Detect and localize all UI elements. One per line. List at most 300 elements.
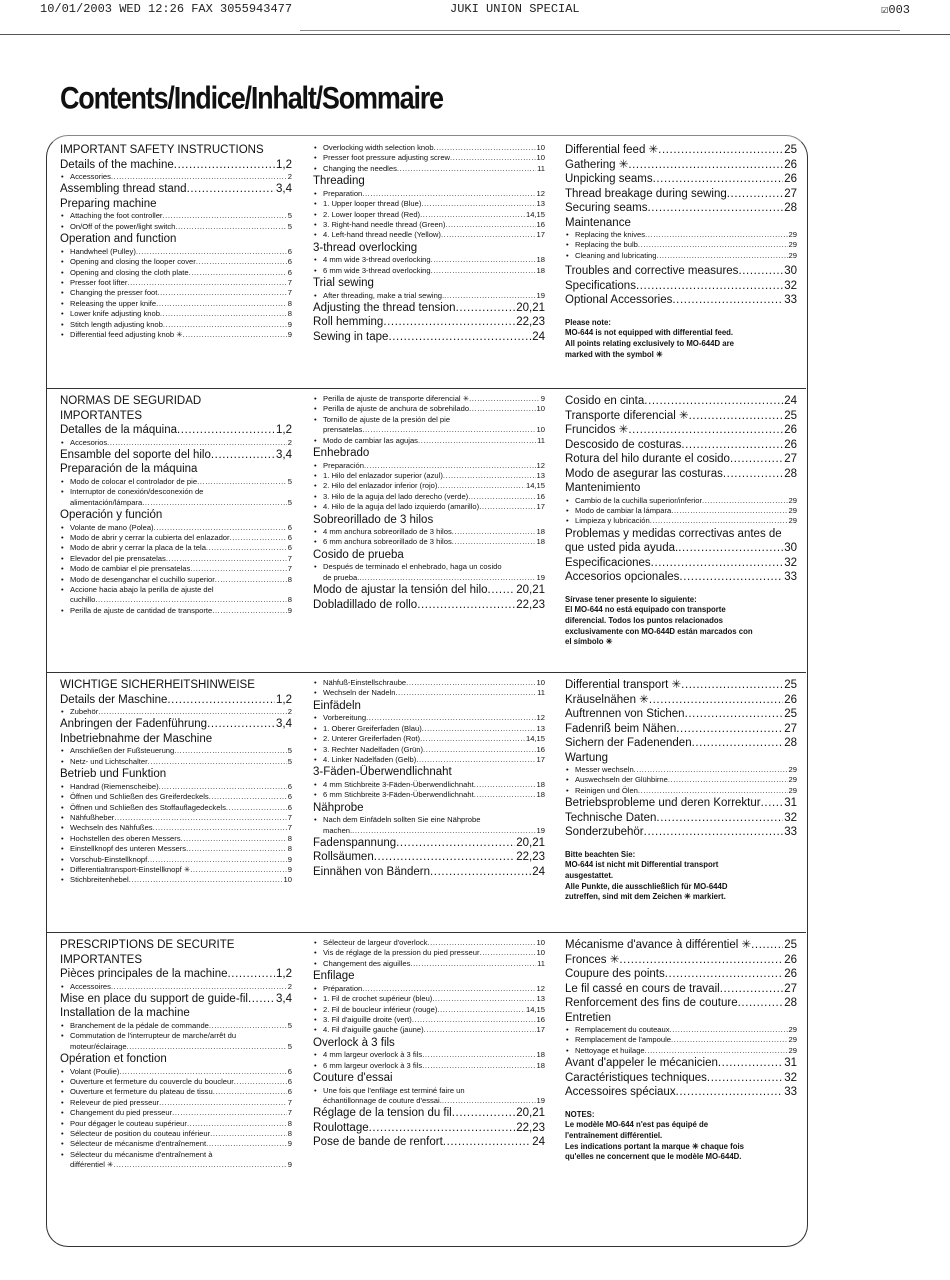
toc-entry-page: 6 (287, 1087, 292, 1097)
toc-entry (60, 757, 292, 767)
toc-entry-title: • Changement des aiguilles (323, 958, 411, 968)
toc-entry-title: • 1. Fil de crochet supérieur (bleu) (323, 994, 433, 1004)
toc-entry-page: 7 (287, 812, 292, 822)
toc-entry-title: • 3. Right-hand needle thread (Green) (323, 219, 446, 229)
toc-entry (565, 825, 797, 840)
toc-entry (565, 541, 797, 556)
toc-entry-title: Optional Accessories (565, 294, 673, 307)
toc-entry-page: 3,4 (276, 448, 292, 461)
toc-entry (565, 678, 797, 693)
dot-leader (452, 527, 536, 537)
toc-entry (60, 1006, 292, 1021)
toc-entry-title: • 6 mm Stichbreite 3-Fäden-Überwendlichnaht (323, 790, 474, 800)
dot-leader (227, 967, 275, 982)
toc-entry (565, 172, 797, 187)
toc-entry-title: • On/Off of the power/light switch (70, 221, 176, 231)
toc-entry (313, 815, 545, 825)
page-title: Contents/Indice/Inhalt/Sommaire (60, 80, 443, 116)
toc-entry (565, 452, 797, 467)
dot-leader (676, 1085, 784, 1100)
toc-entry (313, 210, 545, 220)
toc-entry-title: Commutation de l'interrupteur de marche/arrêt du (70, 1031, 237, 1041)
toc-entry (313, 471, 545, 481)
toc-entry-page: 6 (287, 543, 292, 553)
toc-entry (60, 717, 292, 732)
toc-entry-title: • Modo de cambiar las agujas (323, 435, 418, 445)
toc-entry-page: 12 (536, 983, 545, 993)
dot-leader (678, 541, 783, 556)
toc-entry-title: • Perilla de ajuste de cantidad de transporte (70, 605, 213, 615)
toc-entry (313, 174, 545, 189)
dot-leader (206, 543, 287, 553)
toc-entry-title: Entretien (565, 1011, 612, 1024)
dot-leader (181, 834, 287, 844)
toc-entry (60, 423, 292, 438)
dot-leader (645, 230, 787, 240)
toc-entry (313, 969, 545, 984)
dot-leader (213, 1087, 287, 1097)
dot-leader (432, 994, 535, 1004)
toc-entry-page: 10 (536, 404, 545, 414)
toc-column (565, 394, 797, 648)
section-divider (46, 388, 806, 389)
toc-entry-page: 14,15 (525, 209, 545, 219)
toc-entry (313, 938, 545, 948)
toc-entry (313, 959, 545, 969)
toc-entry (565, 556, 797, 571)
toc-entry (565, 423, 797, 438)
toc-entry-page: 29 (788, 775, 797, 785)
dot-leader (727, 187, 783, 202)
toc-entry (313, 164, 545, 174)
toc-entry-page: 33 (784, 1086, 797, 1099)
toc-entry (60, 409, 292, 424)
toc-entry (313, 492, 545, 502)
toc-entry-page: 27 (784, 453, 797, 465)
toc-entry (313, 394, 545, 404)
fax-sender: JUKI UNION SPECIAL (450, 2, 580, 16)
toc-entry (60, 767, 292, 782)
fax-rule (0, 34, 950, 35)
toc-entry-title: • Nähfußheber (70, 812, 115, 822)
dot-leader (692, 736, 784, 751)
toc-entry-title: • 6 mm wide 3-thread overlocking (323, 265, 431, 275)
toc-entry (565, 938, 797, 953)
toc-entry (565, 496, 797, 506)
toc-entry-title: Unpicking seams (565, 173, 653, 185)
toc-entry-title: • Ouverture et fermeture du plateau de tissu (70, 1087, 213, 1097)
toc-entry-title: • Cleaning and lubricating (575, 250, 657, 260)
toc-entry (313, 1025, 545, 1035)
toc-entry-page: 22,23 (516, 598, 545, 611)
toc-entry-page: 32 (784, 811, 797, 824)
dot-leader (352, 826, 535, 836)
toc-entry-page: 29 (788, 785, 797, 795)
toc-entry (60, 693, 292, 708)
toc-entry-title: Assembling thread stand (60, 183, 187, 196)
toc-entry-page: 24 (532, 1136, 545, 1149)
toc-entry (313, 865, 545, 880)
toc-entry-page: 28 (784, 467, 797, 480)
toc-entry-title: Accione hacia abajo la perilla de ajuste del (70, 585, 214, 595)
toc-entry-title: • Modo de abrir y cerrar la cubierta del enlazador (70, 533, 230, 543)
toc-entry (565, 736, 797, 751)
toc-entry-page: 25 (784, 144, 797, 156)
dot-leader (653, 172, 784, 187)
toc-entry-title: Sichern der Fadenenden (565, 737, 692, 749)
toc-entry-title: • Accesorios (70, 437, 108, 447)
toc-entry-title: • Releveur de pied presseur (70, 1097, 160, 1107)
toc-entry-title: que usted pida ayuda. (565, 542, 679, 555)
toc-entry-page: 17 (536, 230, 545, 240)
toc-entry-page: 10 (536, 143, 545, 152)
dot-leader (479, 502, 535, 512)
toc-entry-title: • Lower knife adjusting knob (70, 309, 160, 319)
toc-entry (313, 790, 545, 800)
toc-entry-title: • Perilla de ajuste de anchura de sobrehilado (323, 404, 470, 414)
dot-leader (366, 713, 535, 723)
dot-leader (362, 984, 535, 994)
dot-leader (142, 498, 287, 508)
toc-entry-title: • Öffnen und Schließen des Greiferdeckels (70, 792, 209, 802)
toc-entry-title: IMPORTANTES (60, 409, 142, 422)
toc-entry (565, 506, 797, 516)
toc-entry-title: Details der Maschine (60, 693, 168, 706)
dot-leader (679, 570, 783, 585)
toc-entry (60, 585, 292, 595)
toc-entry (313, 1106, 545, 1121)
toc-entry (565, 786, 797, 796)
toc-entry-title: Cosido de prueba (313, 548, 404, 561)
toc-entry (565, 953, 797, 968)
toc-entry-page: 29 (788, 1035, 797, 1045)
toc-entry-page: 28 (784, 202, 797, 214)
toc-entry (313, 1096, 545, 1106)
toc-entry (60, 211, 292, 221)
dot-leader (418, 436, 536, 446)
toc-entry-title: Fruncidos ✳ (565, 424, 629, 436)
dot-leader (656, 811, 783, 826)
toc-entry (313, 446, 545, 461)
toc-entry-title: • Modo de cambiar la lámpara (575, 505, 672, 515)
toc-column (565, 143, 797, 360)
toc-entry-title: • Vorschub-Einstellknopf (70, 854, 148, 864)
dot-leader (421, 199, 535, 209)
toc-entry-title: Troubles and corrective measures (565, 265, 739, 278)
toc-entry (313, 502, 545, 512)
toc-entry (60, 707, 292, 717)
dot-leader (396, 836, 515, 851)
dot-leader (154, 523, 287, 533)
toc-entry-title: • 2. Fil de boucleur inférieur (rouge) (323, 1004, 438, 1014)
dot-leader (430, 865, 531, 880)
toc-entry-page: 18 (536, 790, 545, 800)
toc-entry-title: • 6 mm largeur overlock à 3 fils (323, 1060, 423, 1070)
model-note-line: diferencial. Todos los puntos relacionados (565, 615, 723, 625)
toc-entry-page: 26 (784, 968, 797, 980)
toc-entry (313, 220, 545, 230)
toc-entry-page: 20,21 (516, 836, 545, 849)
toc-entry (60, 1108, 292, 1118)
toc-entry-page: 27 (784, 722, 797, 735)
toc-entry-page: 7 (287, 1108, 292, 1118)
toc-entry (565, 158, 797, 173)
toc-entry (60, 1160, 292, 1170)
toc-entry-page: 29 (788, 230, 797, 239)
toc-entry (565, 693, 797, 708)
toc-entry-page: 9 (287, 864, 292, 874)
toc-entry (313, 230, 545, 240)
toc-entry-title: • Modo de colocar el controlador de pie (70, 476, 198, 486)
toc-entry-page: 13 (536, 994, 545, 1004)
toc-entry-title: Fadenspannung (313, 836, 397, 849)
toc-entry-page: 18 (536, 527, 545, 537)
dot-leader (456, 301, 516, 316)
toc-column (565, 678, 797, 903)
dot-leader (437, 481, 525, 491)
toc-entry-page: 3,4 (276, 992, 292, 1005)
dot-leader (159, 1098, 287, 1108)
toc-entry-page: 7 (287, 564, 292, 574)
toc-column (60, 678, 292, 886)
toc-entry-page: 32 (784, 556, 797, 569)
dot-leader (129, 875, 283, 885)
toc-entry-title: • Handrad (Riemenscheibe) (70, 781, 159, 791)
model-note-line: l'entraînement différentiel. (565, 1130, 663, 1140)
toc-entry-page: 18 (536, 1050, 545, 1060)
toc-entry (565, 279, 797, 294)
dot-leader (723, 467, 783, 482)
dot-leader (359, 573, 535, 583)
toc-entry (60, 158, 292, 173)
toc-entry (313, 755, 545, 765)
dot-leader (383, 315, 515, 330)
dot-leader (656, 251, 787, 261)
toc-entry-page: 13 (536, 470, 545, 480)
toc-entry-page: 33 (784, 571, 797, 584)
toc-entry (60, 330, 292, 340)
toc-entry-title: Installation de la machine (60, 1007, 190, 1020)
toc-entry-title: IMPORTANTES (60, 953, 142, 966)
toc-entry (60, 448, 292, 463)
toc-entry (565, 409, 797, 424)
toc-entry (60, 232, 292, 247)
toc-entry-page: 18 (536, 1060, 545, 1070)
toc-entry (60, 967, 292, 982)
toc-entry (60, 1119, 292, 1129)
toc-entry (313, 1121, 545, 1136)
fax-rule-upper (300, 30, 900, 31)
toc-entry (565, 751, 797, 766)
toc-entry (313, 765, 545, 780)
dot-leader (162, 211, 286, 221)
toc-entry (60, 268, 292, 278)
dot-leader (230, 533, 287, 543)
toc-entry-title: Differential feed ✳ (565, 144, 659, 156)
dot-leader (469, 404, 535, 414)
toc-entry-page: 20,21 (516, 1107, 545, 1120)
toc-entry-title: • Presser foot lifter (70, 277, 128, 287)
dot-leader (190, 564, 286, 574)
toc-entry (565, 570, 797, 585)
dot-leader (638, 786, 788, 796)
fax-datetime: 10/01/2003 WED 12:26 FAX 3055943477 (40, 2, 293, 16)
toc-entry-title: Thread breakage during sewing (565, 187, 727, 200)
dot-leader (167, 693, 275, 708)
toc-column (313, 678, 545, 879)
toc-entry (60, 875, 292, 885)
toc-entry-page: 32 (784, 279, 797, 292)
model-note-line: NOTES: (565, 1109, 595, 1119)
dot-leader (417, 598, 515, 613)
dot-leader (186, 844, 287, 854)
toc-entry (60, 606, 292, 616)
model-note-line: MO-644 is not equipped with differential feed. (565, 328, 734, 338)
toc-entry (565, 796, 797, 811)
dot-leader (681, 678, 783, 693)
toc-entry-page: 1,2 (276, 424, 292, 436)
dot-leader (647, 201, 783, 216)
model-note-line: ausgestattet. (565, 870, 614, 880)
toc-entry-title: Especificaciones (565, 556, 651, 569)
toc-entry-page: 8 (287, 844, 292, 854)
toc-entry-title: Fadenriß beim Nähen (565, 722, 677, 735)
toc-entry-page: 17 (536, 754, 545, 764)
toc-entry (565, 251, 797, 261)
toc-entry (60, 320, 292, 330)
toc-entry-title: • Auswechseln der Glühbirne (575, 775, 668, 785)
toc-entry (60, 197, 292, 212)
toc-entry (565, 216, 797, 231)
toc-entry-page: 12 (536, 188, 545, 198)
toc-entry-title: Gathering ✳ (565, 158, 629, 171)
dot-leader (422, 1050, 535, 1060)
toc-entry-title: Accessoires spéciaux (565, 1086, 676, 1099)
toc-entry-page: 9 (287, 605, 292, 615)
toc-entry-title: Trial sewing (313, 277, 374, 290)
dot-leader (434, 143, 536, 153)
toc-entry-page: 11 (537, 435, 545, 445)
model-note-line: Les indications portant la marque ✳ chaque fois (565, 1141, 744, 1151)
toc-entry-page: 10 (536, 153, 545, 163)
toc-entry-page: 29 (788, 516, 797, 526)
dot-leader (98, 707, 286, 717)
toc-entry (60, 813, 292, 823)
toc-entry-page: 8 (287, 1118, 292, 1128)
toc-entry (313, 836, 545, 851)
toc-entry-page: 18 (536, 265, 545, 275)
toc-entry (565, 707, 797, 722)
toc-entry (565, 264, 797, 279)
toc-entry-title: • 3. Rechter Nadelfaden (Grün) (323, 744, 424, 754)
toc-entry-title: • Attaching the foot controller (70, 211, 163, 221)
dot-leader (644, 825, 784, 840)
toc-entry (60, 477, 292, 487)
dot-leader (107, 438, 287, 448)
toc-entry-title: • Stitch length adjusting knob (70, 319, 163, 329)
dot-leader (479, 948, 535, 958)
toc-entry (565, 240, 797, 250)
dot-leader (397, 164, 536, 174)
toc-entry (60, 595, 292, 605)
dot-leader (427, 938, 535, 948)
toc-entry-title: Sélecteur du mécanisme d'entraînement à (70, 1149, 213, 1159)
toc-entry-title: Pose de bande de renfort (313, 1136, 443, 1149)
toc-entry (60, 1150, 292, 1160)
toc-entry (313, 425, 545, 435)
toc-entry (313, 801, 545, 816)
toc-entry-page: 25 (784, 679, 797, 691)
toc-entry (60, 953, 292, 968)
toc-entry (60, 1129, 292, 1139)
dot-leader (111, 172, 287, 182)
dot-leader (416, 755, 535, 765)
dot-leader (437, 1005, 525, 1015)
toc-entry (60, 938, 292, 953)
toc-entry-title: Nähprobe (313, 801, 364, 814)
dot-leader (761, 796, 784, 811)
toc-entry-title: Couture d'essai (313, 1072, 393, 1085)
model-note-line: MO-644 ist nicht mit Differential transport (565, 860, 719, 870)
toc-entry-title: • Presser foot pressure adjusting screw (323, 153, 451, 163)
model-note-line: All points relating exclusively to MO-644D are (565, 338, 734, 348)
toc-entry (60, 508, 292, 523)
model-note-line: marked with the symbol ✳ (565, 349, 663, 359)
dot-leader (166, 554, 287, 564)
toc-entry-title: • Ouverture et fermeture du couvercle du boucleur (70, 1077, 234, 1087)
dot-leader (443, 1135, 531, 1150)
toc-entry-title: Accesorios opcionales (565, 571, 680, 584)
toc-entry-title: • 6 mm anchura sobreorillado de 3 hilos (323, 537, 452, 547)
toc-entry-page: 9 (540, 394, 545, 403)
dot-leader (187, 182, 275, 197)
toc-column (565, 938, 797, 1163)
toc-entry-title: Modo de ajustar la tensión del hilo (313, 584, 488, 597)
toc-entry (565, 143, 797, 158)
toc-entry-title: • Opening and closing the cloth plate (70, 267, 189, 277)
dot-leader (374, 850, 515, 865)
dot-leader (474, 780, 536, 790)
dot-leader (628, 423, 783, 438)
toc-entry-title: • Zubehör (70, 707, 99, 716)
toc-entry (313, 415, 545, 425)
dot-leader (474, 790, 536, 800)
dot-leader (636, 279, 783, 294)
toc-entry-title: Dobladillado de rollo (313, 598, 418, 611)
toc-entry (60, 1031, 292, 1041)
toc-entry-page: 28 (784, 997, 797, 1009)
toc-entry-page: 33 (784, 826, 797, 839)
toc-entry-title: Avant d'appeler le mécanicien (565, 1057, 718, 1070)
toc-entry-title: Securing seams (565, 202, 648, 214)
toc-entry (60, 823, 292, 833)
toc-column (313, 394, 545, 612)
toc-entry (60, 143, 292, 158)
toc-entry-title: Mantenimiento (565, 482, 641, 494)
toc-entry-title: Anbringen der Fadenführung (60, 718, 208, 731)
toc-entry (313, 143, 545, 153)
toc-entry-page: 12 (536, 460, 545, 470)
toc-entry-title: • Handwheel (Pulley) (70, 246, 136, 256)
toc-entry-title: • 4 mm largeur overlock à 3 fils (323, 1050, 423, 1060)
toc-entry (60, 834, 292, 844)
toc-entry-title: Pièces principales de la machine (60, 968, 228, 980)
toc-entry (313, 537, 545, 547)
toc-entry-title: Einnähen von Bändern (313, 865, 431, 878)
toc-entry-title: • 4 mm wide 3-thread overlocking (323, 255, 431, 265)
toc-entry-page: 6 (287, 257, 292, 267)
toc-entry-title: Wartung (565, 751, 609, 764)
